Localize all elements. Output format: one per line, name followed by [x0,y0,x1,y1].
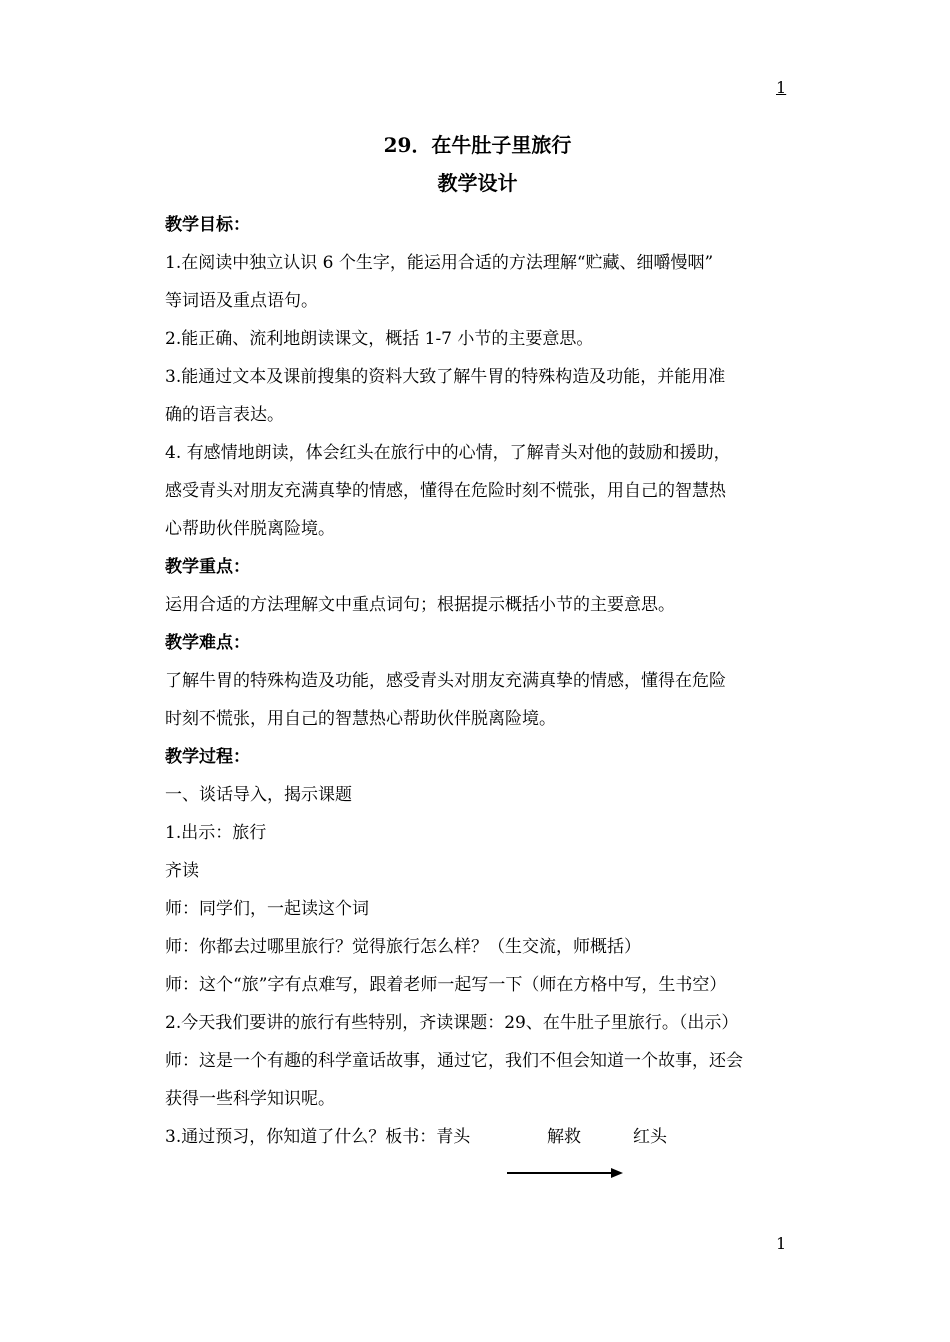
text-line: 3.能通过文本及课前搜集的资料大致了解牛胃的特殊构造及功能，并能用准 [165,367,726,387]
blackboard-target: 红头 [633,1127,667,1147]
text-line: 师：这个“旅”字有点难写，跟着老师一起写一下（师在方格中写，生书空） [165,975,727,995]
text-line: 获得一些科学知识呢。 [165,1089,335,1109]
text-line: 齐读 [165,861,199,881]
document-body [165,128,790,1156]
blackboard-intro: 3.通过预习，你知道了什么？板书：青头 [165,1127,471,1147]
text-line: 心帮助伙伴脱离险境。 [165,519,335,539]
text-line: 确的语言表达。 [165,405,284,425]
section-heading: 教学过程： [165,747,250,767]
text-line: 时刻不慌张，用自己的智慧热心帮助伙伴脱离险境。 [165,709,556,729]
text-line: 2.今天我们要讲的旅行有些特别，齐读课题：29、在牛肚子里旅行。（出示） [165,1013,739,1033]
text-line: 等词语及重点语句。 [165,291,318,311]
text-line: 师：同学们，一起读这个词 [165,899,369,919]
text-line: 师：这是一个有趣的科学童话故事，通过它，我们不但会知道一个故事，还会 [165,1051,743,1071]
lesson-title: 29．在牛肚子里旅行 [383,133,572,157]
text-line: 一、谈话导入，揭示课题 [165,785,352,805]
blackboard-action: 解救 [547,1127,581,1147]
text-line: 4. 有感情地朗读，体会红头在旅行中的心情，了解青头对他的鼓励和援助， [165,443,731,463]
lesson-subtitle: 教学设计 [437,171,518,195]
page-number-top: 1 [776,78,787,97]
text-line: 2.能正确、流利地朗读课文，概括 1-7 小节的主要意思。 [165,329,594,349]
text-line: 运用合适的方法理解文中重点词句；根据提示概括小节的主要意思。 [165,595,675,615]
blackboard-line [165,1118,790,1156]
section-heading: 教学重点： [165,557,250,577]
text-line: 感受青头对朋友充满真挚的情感，懂得在危险时刻不慌张，用自己的智慧热 [165,481,726,501]
page-number-bottom: 1 [776,1234,787,1253]
text-line: 了解牛胃的特殊构造及功能，感受青头对朋友充满真挚的情感，懂得在危险 [165,671,726,691]
arrow-icon [507,1168,623,1178]
text-line: 1.出示：旅行 [165,823,267,843]
section-heading: 教学难点： [165,633,250,653]
text-lines [165,206,790,1118]
text-line: 1.在阅读中独立认识 6 个生字，能运用合适的方法理解“贮藏、细嚼慢咽” [165,253,714,273]
section-heading: 教学目标： [165,215,250,235]
text-line: 师：你都去过哪里旅行？觉得旅行怎么样？（生交流，师概括） [165,937,641,957]
